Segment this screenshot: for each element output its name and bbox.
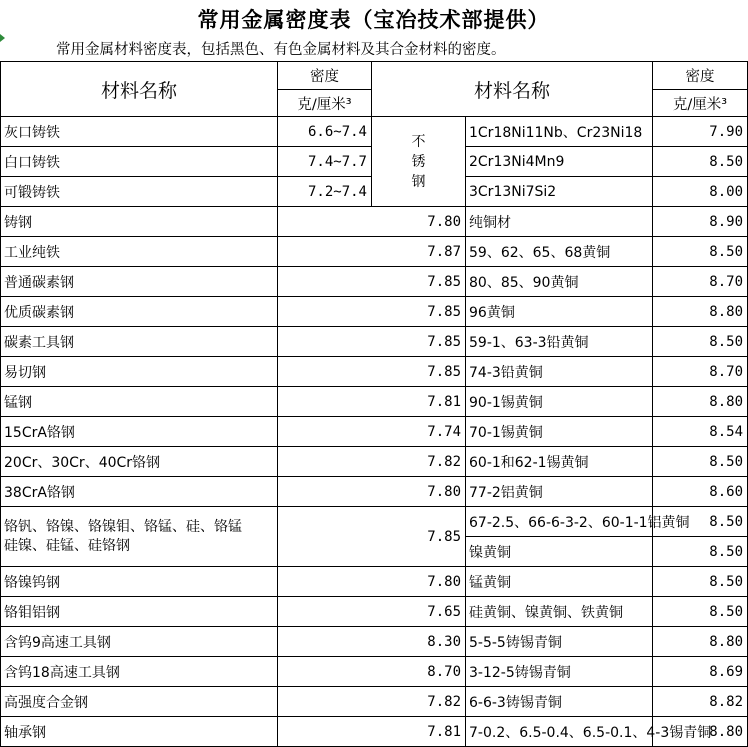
table-row — [1, 687, 748, 717]
material-name: 锰钢 — [1, 387, 278, 417]
material-name: 含钨18高速工具钢 — [1, 657, 278, 687]
header-right-unit: 克/厘米³ — [653, 90, 748, 117]
density-table — [0, 61, 748, 747]
material-name: 59-1、63-3铅黄铜 — [466, 327, 653, 357]
header-left-unit: 克/厘米³ — [278, 90, 372, 117]
density-value: 7.2~7.4 — [278, 177, 372, 207]
table-row — [1, 627, 748, 657]
material-name: 59、62、65、68黄铜 — [466, 237, 653, 267]
table-row — [1, 207, 748, 237]
density-value: 8.60 — [653, 477, 748, 507]
page-title: 常用金属密度表（宝冶技术部提供） — [197, 8, 550, 32]
density-value: 8.80 — [653, 717, 748, 747]
material-name: 可锻铸铁 — [1, 177, 278, 207]
density-value: 8.80 — [653, 387, 748, 417]
table-row — [1, 327, 748, 357]
table-row — [1, 357, 748, 387]
material-name: 镍黄铜 — [466, 537, 653, 567]
material-name: 38CrA铬钢 — [1, 477, 278, 507]
density-value: 8.50 — [653, 567, 748, 597]
density-value: 7.81 — [278, 387, 466, 417]
density-value: 7.80 — [278, 477, 466, 507]
material-name: 铬钒、铬镍、铬镍钼、铬锰、硅、铬锰 硅镍、硅锰、硅铬钢 — [1, 507, 278, 567]
density-value: 7.80 — [278, 567, 466, 597]
density-value: 7.81 — [278, 717, 466, 747]
header-right-name: 材料名称 — [372, 62, 653, 117]
material-name: 工业纯铁 — [1, 237, 278, 267]
material-name: 高强度合金钢 — [1, 687, 278, 717]
density-value: 8.50 — [653, 447, 748, 477]
table-row — [1, 297, 748, 327]
table-row — [1, 387, 748, 417]
cell-comment-marker-icon — [0, 34, 5, 42]
density-value: 8.70 — [653, 267, 748, 297]
density-value: 7.87 — [278, 237, 466, 267]
material-name: 白口铸铁 — [1, 147, 278, 177]
material-name: 普通碳素钢 — [1, 267, 278, 297]
density-value: 8.00 — [653, 177, 748, 207]
density-value: 7.85 — [278, 357, 466, 387]
density-value: 8.69 — [653, 657, 748, 687]
density-value: 6.6~7.4 — [278, 117, 372, 147]
density-value: 8.50 — [653, 597, 748, 627]
table-row — [1, 657, 748, 687]
density-value: 8.80 — [653, 297, 748, 327]
density-value: 8.50 — [653, 237, 748, 267]
table-row — [1, 477, 748, 507]
material-name: 铬镍钨钢 — [1, 567, 278, 597]
density-value: 8.30 — [278, 627, 466, 657]
material-name: 锰黄铜 — [466, 567, 653, 597]
density-value: 8.70 — [278, 657, 466, 687]
material-name: 铸钢 — [1, 207, 278, 237]
table-row — [1, 567, 748, 597]
material-name: 纯铜材 — [466, 207, 653, 237]
density-value: 8.50 — [653, 327, 748, 357]
material-name: 74-3铅黄铜 — [466, 357, 653, 387]
material-name: 灰口铸铁 — [1, 117, 278, 147]
material-name: 70-1锡黄铜 — [466, 417, 653, 447]
density-value: 7.85 — [278, 267, 466, 297]
density-value: 8.70 — [653, 357, 748, 387]
density-value: 7.80 — [278, 207, 466, 237]
density-value: 8.54 — [653, 417, 748, 447]
material-name: 1Cr18Ni11Nb、Cr23Ni18 — [466, 117, 653, 147]
density-value: 7.90 — [653, 117, 748, 147]
material-name: 3Cr13Ni7Si2 — [466, 177, 653, 207]
material-name: 96黄铜 — [466, 297, 653, 327]
material-name: 3-12-5铸锡青铜 — [466, 657, 653, 687]
material-name: 5-5-5铸锡青铜 — [466, 627, 653, 657]
table-row — [1, 717, 748, 747]
material-name: 含钨9高速工具钢 — [1, 627, 278, 657]
density-value: 8.50 — [653, 537, 748, 567]
material-name: 80、85、90黄铜 — [466, 267, 653, 297]
density-value: 8.90 — [653, 207, 748, 237]
material-name: 优质碳素钢 — [1, 297, 278, 327]
table-row — [1, 447, 748, 477]
density-value: 8.82 — [653, 687, 748, 717]
header-left-density: 密度 — [278, 62, 372, 90]
header-left-name: 材料名称 — [1, 62, 278, 117]
material-name: 易切钢 — [1, 357, 278, 387]
material-name: 77-2铝黄铜 — [466, 477, 653, 507]
table-row — [1, 267, 748, 297]
density-value: 7.85 — [278, 297, 466, 327]
material-name: 60-1和62-1锡黄铜 — [466, 447, 653, 477]
density-value: 8.50 — [653, 507, 748, 537]
table-row — [1, 507, 748, 537]
material-name: 铬钼铝钢 — [1, 597, 278, 627]
table-row — [1, 237, 748, 267]
density-value: 7.85 — [278, 327, 466, 357]
density-value: 7.82 — [278, 447, 466, 477]
density-value: 7.4~7.7 — [278, 147, 372, 177]
table-row — [1, 417, 748, 447]
material-name: 67-2.5、66-6-3-2、60-1-1铝黄铜 — [466, 507, 653, 537]
material-name: 7-0.2、6.5-0.4、6.5-0.1、4-3锡青铜 — [466, 717, 653, 747]
material-name: 15CrA铬钢 — [1, 417, 278, 447]
material-name: 6-6-3铸锡青铜 — [466, 687, 653, 717]
material-name: 硅黄铜、镍黄铜、铁黄铜 — [466, 597, 653, 627]
density-value: 7.85 — [278, 507, 466, 567]
table-row — [1, 597, 748, 627]
material-name: 2Cr13Ni4Mn9 — [466, 147, 653, 177]
material-name: 90-1锡黄铜 — [466, 387, 653, 417]
density-value: 7.74 — [278, 417, 466, 447]
density-value: 8.80 — [653, 627, 748, 657]
page-subtitle: 常用金属材料密度表，包括黑色、有色金属材料及其合金材料的密度。 — [56, 42, 506, 58]
material-name: 碳素工具钢 — [1, 327, 278, 357]
density-value: 7.82 — [278, 687, 466, 717]
material-name: 20Cr、30Cr、40Cr铬钢 — [1, 447, 278, 477]
header-right-density: 密度 — [653, 62, 748, 90]
density-value: 8.50 — [653, 147, 748, 177]
stainless-group-label: 不 锈 钢 — [372, 117, 466, 207]
density-value: 7.65 — [278, 597, 466, 627]
material-name: 轴承钢 — [1, 717, 278, 747]
table-row — [1, 117, 748, 147]
